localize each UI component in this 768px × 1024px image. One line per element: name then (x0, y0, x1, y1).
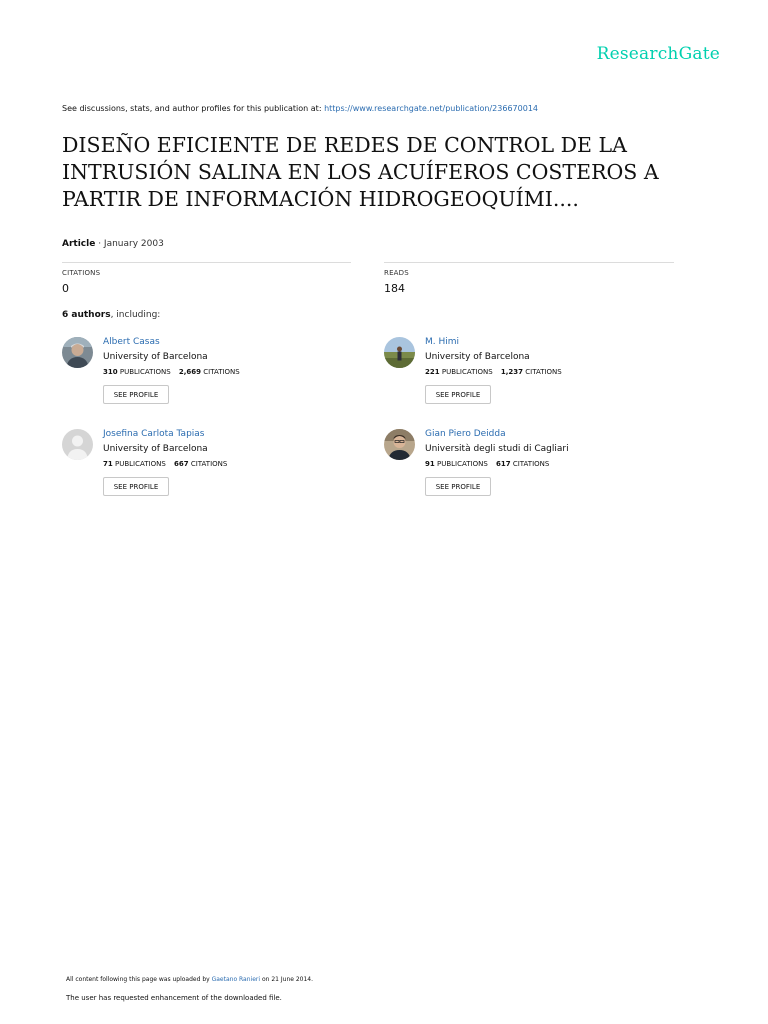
author-citations-count: 617 (496, 460, 511, 468)
author-publications-label: PUBLICATIONS (119, 368, 171, 376)
discussion-prefix: See discussions, stats, and author profiles for this publication at: (62, 104, 322, 113)
author-stats (103, 460, 227, 468)
author-card (384, 337, 684, 417)
upload-suffix: on 21 June 2014. (261, 976, 314, 983)
photo-avatar-icon[interactable] (384, 337, 415, 368)
author-publications-label: PUBLICATIONS (114, 460, 166, 468)
author-name[interactable]: Gian Piero Deidda (425, 429, 506, 439)
see-profile-button[interactable]: SEE PROFILE (425, 477, 491, 496)
researchgate-logo[interactable]: ResearchGate (596, 44, 720, 64)
author-card (62, 429, 362, 509)
default-avatar-icon[interactable] (62, 429, 93, 460)
author-citations-label: CITATIONS (190, 460, 228, 468)
author-name[interactable]: Josefina Carlota Tapias (103, 429, 205, 439)
citations-label: CITATIONS (62, 269, 101, 277)
author-citations-count: 667 (174, 460, 189, 468)
upload-prefix: All content following this page was uploaded by (66, 976, 210, 983)
author-stats (425, 368, 562, 376)
upload-notice (66, 976, 313, 983)
see-profile-button[interactable]: SEE PROFILE (425, 385, 491, 404)
photo-avatar-icon[interactable] (62, 337, 93, 368)
author-stats (425, 460, 549, 468)
reads-label: READS (384, 269, 409, 277)
reads-value: 184 (384, 282, 405, 295)
author-institution: University of Barcelona (425, 352, 530, 362)
authors-intro (62, 310, 160, 320)
publication-link[interactable]: https://www.researchgate.net/publication/236670014 (324, 104, 538, 113)
publication-title: DISEÑO EFICIENTE DE REDES DE CONTROL DE LA INTRUSIÓN SALINA EN LOS ACUÍFEROS COSTEROS A PARTIR DE INFORMACIÓN HIDROGEOQUÍMI.... (62, 133, 659, 211)
photo-avatar-icon[interactable] (384, 429, 415, 460)
author-citations-count: 1,237 (500, 368, 524, 376)
author-citations-label: CITATIONS (203, 368, 240, 376)
author-publications-count: 221 (425, 368, 440, 376)
author-card (62, 337, 362, 417)
publication-type: Article (62, 239, 96, 249)
author-publications-label: PUBLICATIONS (441, 368, 493, 376)
author-name[interactable]: M. Himi (425, 337, 460, 347)
see-profile-button[interactable]: SEE PROFILE (103, 385, 169, 404)
author-card (384, 429, 684, 509)
author-citations-label: CITATIONS (525, 368, 562, 376)
author-publications-count: 310 (103, 368, 118, 376)
divider-left (62, 262, 351, 263)
author-institution: Università degli studi di Cagliari (425, 444, 569, 454)
author-name[interactable]: Albert Casas (103, 337, 160, 347)
discussion-notice (62, 104, 538, 113)
enhancement-notice: The user has requested enhancement of the downloaded file. (66, 994, 282, 1002)
author-citations-label: CITATIONS (512, 460, 550, 468)
see-profile-button[interactable]: SEE PROFILE (103, 477, 169, 496)
publication-meta (62, 239, 164, 249)
citations-value: 0 (62, 282, 69, 295)
author-publications-count: 71 (103, 460, 113, 468)
author-institution: University of Barcelona (103, 444, 208, 454)
authors-suffix: , including: (110, 310, 161, 320)
author-publications-count: 91 (425, 460, 435, 468)
authors-count: 6 authors (62, 310, 111, 320)
author-stats (103, 368, 240, 376)
uploader-link[interactable]: Gaetano Ranieri (211, 976, 261, 983)
author-citations-count: 2,669 (178, 368, 202, 376)
author-institution: University of Barcelona (103, 352, 208, 362)
publication-date: · January 2003 (98, 239, 164, 249)
divider-right (384, 262, 674, 263)
author-publications-label: PUBLICATIONS (436, 460, 488, 468)
